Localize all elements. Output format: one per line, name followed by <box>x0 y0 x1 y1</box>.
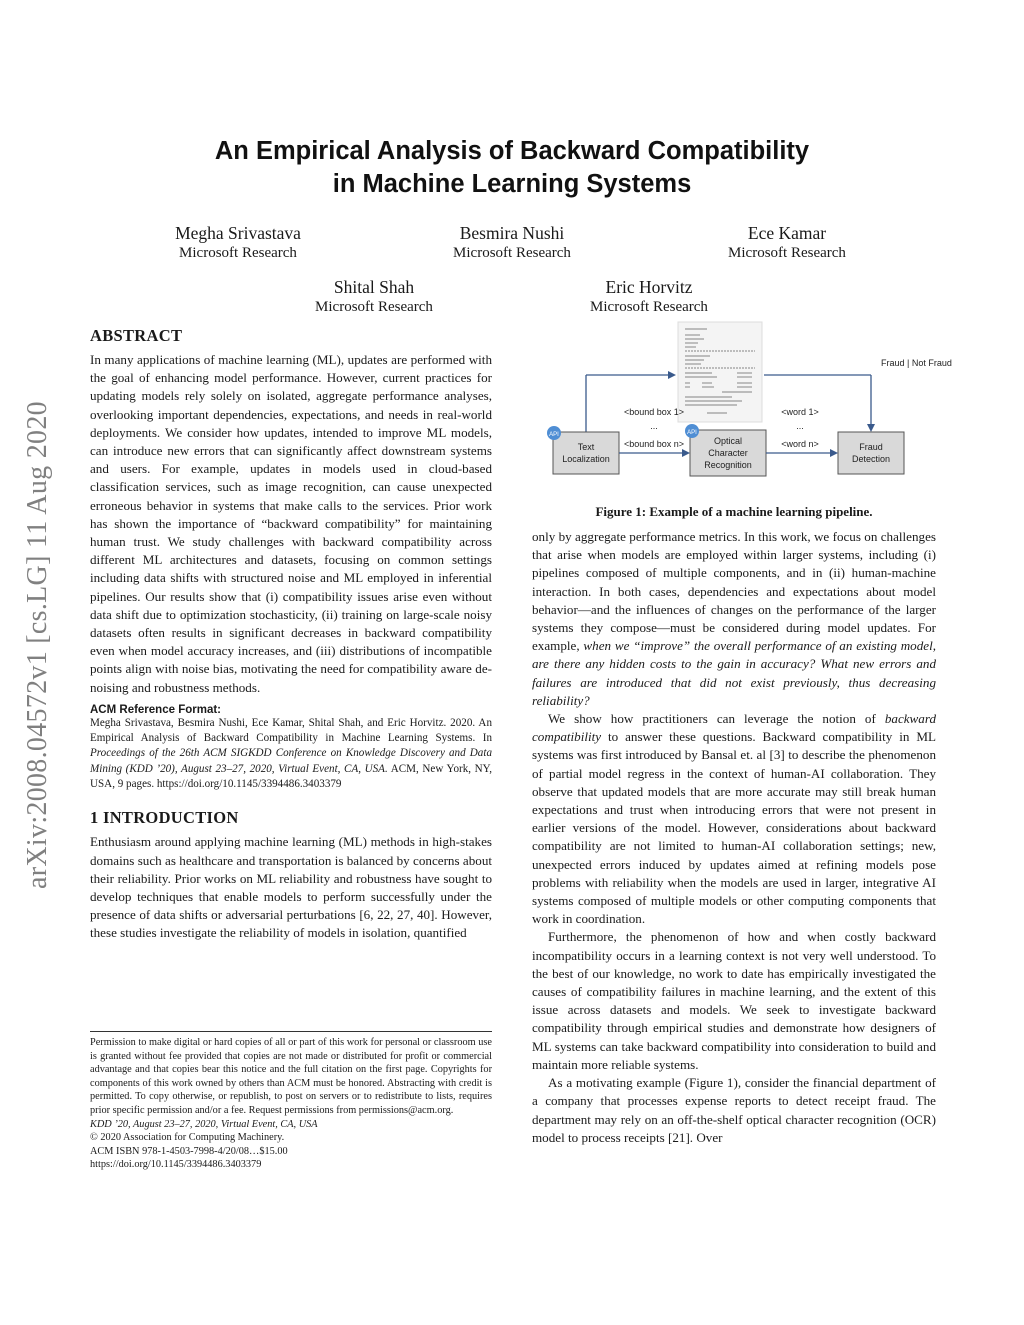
ocr-label-1: Optical <box>713 436 743 446</box>
right-column <box>532 528 936 1147</box>
author-block <box>88 222 388 263</box>
reference-format-heading: ACM Reference Format: <box>90 703 221 716</box>
author-block <box>637 222 937 263</box>
author-name: Eric Horvitz <box>605 277 693 297</box>
reference-text-a: Megha Srivastava, Besmira Nushi, Ece Kamar, Shital Shah, and Eric Horvitz. 2020. An Empirical Analysis of Backward Compatibility in Machine Learning Systems. In <box>90 716 492 745</box>
ellipsis-label: ... <box>796 421 804 431</box>
ellipsis-label: ... <box>650 421 658 431</box>
ocr-label-3: Recognition <box>704 460 752 470</box>
right-paragraph-1-text: only by aggregate performance metrics. In this work, we focus on challenges that arise when models are employed within larger systems, including (i) pipelines composed of multiple components, and in (ii) human-machine interaction. In both cases, dependencies and expectations about model behavior—and the influences of changes on the performance of the larger systems they compose—must be considered during model updates. For example, <box>532 529 936 654</box>
doi-line: https://doi.org/10.1145/3394486.3403379 <box>90 1159 262 1171</box>
author-block <box>499 276 799 317</box>
right-paragraph-2-text-b: to answer these questions. Backward compatibility in ML systems was first introduced by Bansal et. al [3] to describe the phenomenon of partial model regress in the context of human-AI collaboration. They observe that updated models that are more accurate may still break human expectations and trust when introducing errors that were not present in earlier versions of the model. However, considerations about backward compatibility are not limited to human-AI collaboration settings; new, unexpected errors induced by updates aimed at refining models pose problems with reliability when the models are used in larger, integrative AI systems composed of multiple models or other computing components that work in coordination. <box>532 729 936 927</box>
arxiv-id-text: arXiv:2008.04572v1 [cs.LG] 11 Aug 2020 <box>22 401 53 889</box>
conference-line: KDD ’20, August 23–27, 2020, Virtual Event, CA, USA <box>90 1118 318 1130</box>
right-paragraph-1-italic: when we “improve” the overall performance of an existing model, are there any hidden costs to the gain in accuracy? What new errors and failures are introduced that did not exist previously, thus decreasing reliability? <box>532 638 936 708</box>
author-block <box>362 222 662 263</box>
fraud-output-label: Fraud | Not Fraud <box>881 358 952 368</box>
api-icon-label: API <box>549 432 559 438</box>
author-name: Megha Srivastava <box>175 223 301 243</box>
right-paragraph-4: As a motivating example (Figure 1), consider the financial department of a company that processes expense reports to detect receipt fraud. The department may rely on an off-the-shelf optical character recognition (OCR) model to process receipts [21]. Over <box>532 1075 936 1145</box>
bound-box-n-label: <bound box n> <box>623 439 685 449</box>
text-localization-label-1: Text <box>577 442 595 452</box>
footnote-divider <box>90 1031 492 1032</box>
title-line-2: in Machine Learning Systems <box>332 170 692 198</box>
author-affiliation: Microsoft Research <box>315 299 433 315</box>
fraud-detection-box <box>838 432 904 474</box>
word-n-label: <word n> <box>781 439 819 449</box>
figure-caption: Figure 1: Example of a machine learning pipeline. <box>595 504 873 519</box>
fraud-detection-label-2: Detection <box>851 454 891 464</box>
receipt-image <box>678 322 762 422</box>
author-affiliation: Microsoft Research <box>590 299 708 315</box>
fraud-detection-label-1: Fraud <box>859 442 883 452</box>
api-icon-label: API <box>687 430 697 436</box>
author-affiliation: Microsoft Research <box>179 245 297 261</box>
text-localization-label-2: Localization <box>562 454 610 464</box>
bound-box-1-label: <bound box 1> <box>623 407 685 417</box>
copyright-line: © 2020 Association for Computing Machinery. <box>90 1132 285 1144</box>
right-paragraph-1 <box>532 528 936 710</box>
pipeline-diagram <box>532 320 952 490</box>
introduction-heading: 1 INTRODUCTION <box>90 808 239 828</box>
introduction-paragraph: Enthusiasm around applying machine learning (ML) methods in high-stakes domains such as healthcare and transportation is balanced by concerns about their reliability. Prior works on ML reliability and robustness have sought to develop techniques that enable models to perform successfully under the presence of data shifts or adversarial perturbations [6, 22, 27, 40]. However, these studies investigate the reliability of models in isolation, quantified <box>90 834 492 941</box>
reference-text-b: ACM, New York, NY, USA, 9 pages. https://doi.org/10.1145/3394486.3403379 <box>90 762 492 791</box>
author-affiliation: Microsoft Research <box>453 245 571 261</box>
acm-reference-format <box>90 704 492 792</box>
author-name: Besmira Nushi <box>459 223 565 243</box>
right-paragraph-3: Furthermore, the phenomenon of how and when costly backward incompatibility occurs in a learning context is not very well understood. To the best of our knowledge, no work to date has empirically investigated the causes of compatibility failures in machine learning, and the extent of this issue across datasets and models. We seek to investigate backward compatibility through empirical studies and demonstrate how designers of ML systems can take backward compatibility into consideration to build and maintain more reliable systems. <box>532 929 936 1072</box>
right-paragraph-2 <box>532 710 936 928</box>
reference-format-text <box>90 716 492 792</box>
author-name: Ece Kamar <box>747 223 827 243</box>
right-paragraph-2-italic: backward compatibility <box>532 711 936 745</box>
figure-1 <box>532 320 952 520</box>
author-affiliation: Microsoft Research <box>728 245 846 261</box>
abstract-heading: ABSTRACT <box>90 326 183 345</box>
abstract-text: In many applications of machine learning (ML), updates are performed with the goal of enhancing model performance. However, current practices for updating models rely solely on isolated, aggregate performance analyses, overlooking important dependencies, expectations, and needs in real-world deployments. We consider how updates, intended to improve ML models, can introduce new errors that can significantly affect downstream systems and users. For example, updates in models used in cloud-based classification services, such as image recognition, can cause unexpected erroneous behavior in systems that make calls to the services. Prior work has shown the importance of “backward compatibility” for maintaining human trust. We study challenges with backward compatibility across different ML architectures and datasets, focusing on common settings including data shifts with structured noise and ML employed in inferential pipelines. Our results show that (i) compatibility issues arise even without data shift due to optimization stochasticity, (ii) training on large-scale noisy datasets often results in significant decreases in backward compatibility even when model accuracy increases, and (iii) distributions of incompatible points align with noise bias, motivating the need for compatibility aware de-noising and robustness methods. <box>90 352 492 695</box>
right-paragraph-2-text-a: We show how practitioners can leverage the notion of <box>548 711 885 727</box>
word-1-label: <word 1> <box>781 407 819 417</box>
author-name: Shital Shah <box>333 277 415 297</box>
author-block <box>224 276 524 317</box>
copyright-footnote <box>90 1036 492 1172</box>
isbn-line: ACM ISBN 978-1-4503-7998-4/20/08…$15.00 <box>90 1145 288 1157</box>
title-line-1: An Empirical Analysis of Backward Compatibility <box>214 137 810 165</box>
left-column <box>90 326 492 943</box>
ocr-label-2: Character <box>708 448 748 458</box>
arxiv-identifier <box>8 345 68 945</box>
text-localization-box <box>553 432 619 474</box>
reference-text-italic: Proceedings of the 26th ACM SIGKDD Conference on Knowledge Discovery and Data Mining (KDD ’20), August 23–27, 2020, Virtual Event, CA, USA. <box>90 747 492 775</box>
paper-title <box>100 135 924 201</box>
permission-notice: Permission to make digital or hard copies of all or part of this work for personal or classroom use is granted without fee provided that copies are not made or distributed for profit or commercial advantage and that copies bear this notice and the full citation on the first page. Copyrights for components of this work owned by others than ACM must be honored. Abstracting with credit is permitted. To copy otherwise, or republish, to post on servers or to redistribute to lists, requires prior specific permission and/or a fee. Request permissions from permissions@acm.org. <box>90 1037 492 1116</box>
